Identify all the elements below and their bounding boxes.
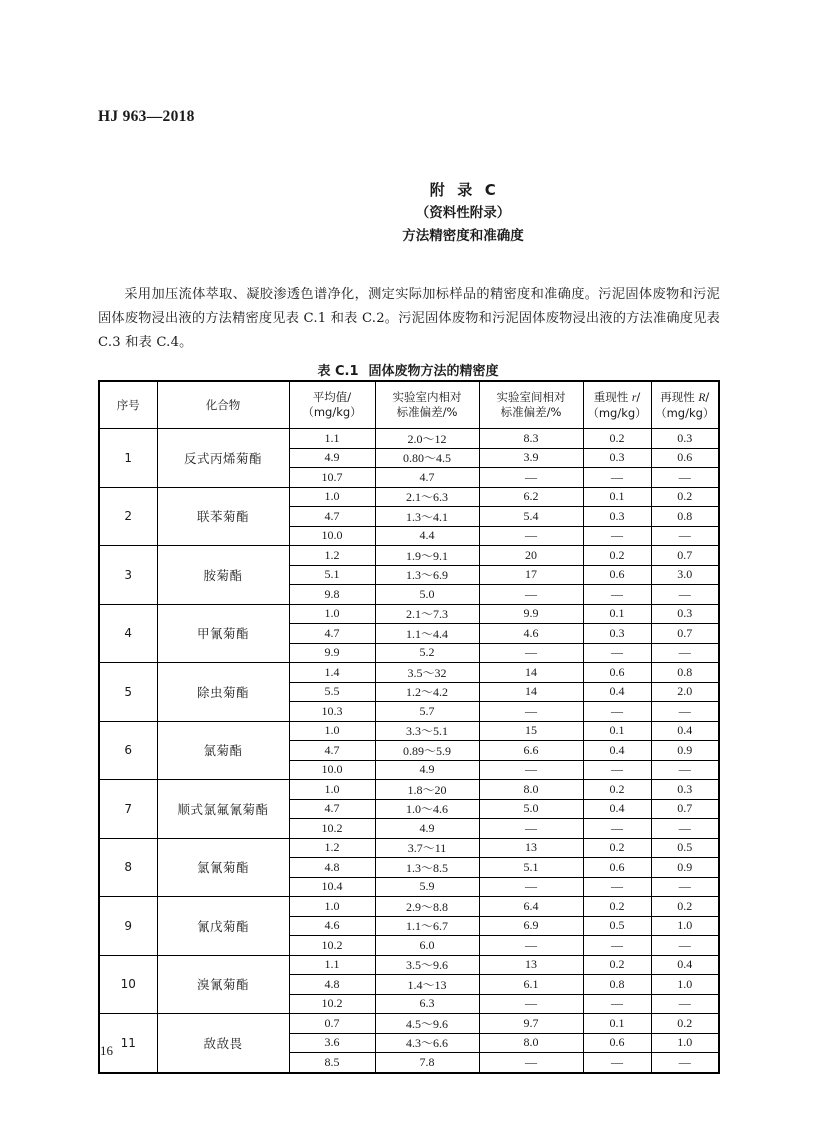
body-paragraph: 采用加压流体萃取、凝胶渗透色谱净化，测定实际加标样品的精密度和准确度。污泥固体废物和污泥固体废物浸出液的方法精密度见表 C.1 和表 C.2。污泥固体废物和污泥固体废物浸出液的方法准确度见表 C.3 和表 C.4。 <box>98 287 720 350</box>
cell-reproducibility: 0.5 <box>651 838 719 858</box>
symbol-R-italic: R <box>698 391 706 404</box>
cell-mean-value: 5.5 <box>289 682 375 702</box>
cell-compound-name: 反式丙烯菊酯 <box>157 429 289 488</box>
cell-inter-lab-rsd: 13 <box>479 838 583 858</box>
cell-mean-value: 3.6 <box>289 1033 375 1053</box>
cell-reproducibility: — <box>651 526 719 546</box>
cell-mean-value: 1.2 <box>289 546 375 566</box>
cell-inter-lab-rsd: — <box>479 468 583 488</box>
annex-title-mid: 录 <box>457 181 473 199</box>
cell-repeatability: 0.3 <box>583 448 651 468</box>
cell-repeatability: 0.6 <box>583 565 651 585</box>
cell-reproducibility: — <box>651 643 719 663</box>
cell-serial-number: 4 <box>99 604 157 663</box>
cell-inter-lab-rsd: — <box>479 760 583 780</box>
cell-inter-lab-rsd: 6.6 <box>479 741 583 761</box>
cell-repeatability: 0.6 <box>583 1033 651 1053</box>
table-row <box>99 838 719 858</box>
cell-reproducibility: — <box>651 877 719 897</box>
cell-repeatability: — <box>583 819 651 839</box>
cell-inter-lab-rsd: — <box>479 585 583 605</box>
cell-serial-number: 10 <box>99 955 157 1014</box>
cell-intra-lab-rsd: 1.3～8.5 <box>375 858 479 878</box>
cell-serial-number: 8 <box>99 838 157 897</box>
cell-mean-value: 4.7 <box>289 624 375 644</box>
cell-reproducibility: — <box>651 994 719 1014</box>
cell-repeatability: — <box>583 936 651 956</box>
cell-reproducibility: 1.0 <box>651 916 719 936</box>
cell-repeatability: 0.2 <box>583 838 651 858</box>
cell-mean-value: 1.0 <box>289 897 375 917</box>
cell-repeatability: — <box>583 585 651 605</box>
cell-repeatability: 0.2 <box>583 955 651 975</box>
cell-mean-value: 4.8 <box>289 858 375 878</box>
cell-intra-lab-rsd: 5.0 <box>375 585 479 605</box>
table-body <box>99 429 719 1073</box>
cell-intra-lab-rsd: 3.5～9.6 <box>375 955 479 975</box>
cell-inter-lab-rsd: — <box>479 819 583 839</box>
annex-title-letter: C <box>484 181 497 199</box>
cell-intra-lab-rsd: 0.80～4.5 <box>375 448 479 468</box>
cell-repeatability: 0.3 <box>583 507 651 527</box>
cell-inter-lab-rsd: 17 <box>479 565 583 585</box>
cell-mean-value: 1.0 <box>289 487 375 507</box>
cell-inter-lab-rsd: 14 <box>479 663 583 683</box>
cell-inter-lab-rsd: 6.2 <box>479 487 583 507</box>
cell-mean-value: 4.7 <box>289 741 375 761</box>
cell-inter-lab-rsd: 6.1 <box>479 975 583 995</box>
cell-repeatability: 0.5 <box>583 916 651 936</box>
cell-repeatability: 0.4 <box>583 799 651 819</box>
col-header-intra-rsd <box>375 381 479 429</box>
cell-repeatability: 0.2 <box>583 546 651 566</box>
cell-intra-lab-rsd: 6.3 <box>375 994 479 1014</box>
table-row <box>99 955 719 975</box>
annex-name: 方法精密度和准确度 <box>402 228 524 244</box>
cell-inter-lab-rsd: 8.0 <box>479 1033 583 1053</box>
cell-compound-name: 除虫菊酯 <box>157 663 289 722</box>
cell-repeatability: 0.4 <box>583 682 651 702</box>
cell-repeatability: 0.2 <box>583 780 651 800</box>
cell-repeatability: — <box>583 877 651 897</box>
col-header-inter-rsd <box>479 381 583 429</box>
cell-reproducibility: 0.8 <box>651 663 719 683</box>
col-header-mean-line2: （mg/kg） <box>302 405 362 419</box>
col-header-intra-line1: 实验室内相对 <box>392 390 462 404</box>
cell-mean-value: 5.1 <box>289 565 375 585</box>
cell-mean-value: 8.5 <box>289 1053 375 1073</box>
cell-serial-number: 9 <box>99 897 157 956</box>
cell-repeatability: 0.2 <box>583 897 651 917</box>
cell-inter-lab-rsd: 8.0 <box>479 780 583 800</box>
annex-subtitle: （资料性附录） <box>415 205 511 221</box>
cell-mean-value: 0.7 <box>289 1014 375 1034</box>
table-row <box>99 487 719 507</box>
cell-inter-lab-rsd: 3.9 <box>479 448 583 468</box>
cell-mean-value: 1.0 <box>289 780 375 800</box>
cell-repeatability: 0.3 <box>583 624 651 644</box>
cell-mean-value: 4.6 <box>289 916 375 936</box>
table-row <box>99 663 719 683</box>
cell-inter-lab-rsd: 13 <box>479 955 583 975</box>
standard-code-header: HJ 963—2018 <box>98 108 195 125</box>
cell-repeatability: — <box>583 468 651 488</box>
cell-reproducibility: 0.2 <box>651 897 719 917</box>
cell-inter-lab-rsd: — <box>479 994 583 1014</box>
cell-inter-lab-rsd: 5.0 <box>479 799 583 819</box>
cell-inter-lab-rsd: — <box>479 526 583 546</box>
annex-heading-block <box>0 178 816 248</box>
col-header-no: 序号 <box>99 381 157 429</box>
cell-serial-number: 11 <box>99 1014 157 1073</box>
cell-reproducibility: 0.4 <box>651 721 719 741</box>
cell-repeatability: — <box>583 760 651 780</box>
cell-inter-lab-rsd: — <box>479 702 583 722</box>
table-row <box>99 429 719 449</box>
cell-reproducibility: — <box>651 760 719 780</box>
cell-repeatability: — <box>583 702 651 722</box>
cell-mean-value: 1.1 <box>289 429 375 449</box>
cell-reproducibility: 1.0 <box>651 1033 719 1053</box>
table-caption-text: 固体废物方法的精密度 <box>368 364 499 379</box>
cell-compound-name: 溴氰菊酯 <box>157 955 289 1014</box>
cell-intra-lab-rsd: 7.8 <box>375 1053 479 1073</box>
cell-compound-name: 敌敌畏 <box>157 1014 289 1073</box>
cell-compound-name: 甲氰菊酯 <box>157 604 289 663</box>
cell-repeatability: 0.6 <box>583 858 651 878</box>
cell-intra-lab-rsd: 4.5～9.6 <box>375 1014 479 1034</box>
cell-intra-lab-rsd: 4.3～6.6 <box>375 1033 479 1053</box>
col-header-repeatability <box>583 381 651 429</box>
cell-intra-lab-rsd: 4.7 <box>375 468 479 488</box>
cell-intra-lab-rsd: 1.2～4.2 <box>375 682 479 702</box>
cell-inter-lab-rsd: — <box>479 936 583 956</box>
cell-repeatability: 0.1 <box>583 487 651 507</box>
table-row <box>99 897 719 917</box>
col-header-repeat-slash: / <box>636 389 641 404</box>
cell-mean-value: 10.7 <box>289 468 375 488</box>
cell-reproducibility: 0.2 <box>651 487 719 507</box>
cell-reproducibility: 3.0 <box>651 565 719 585</box>
cell-repeatability: — <box>583 526 651 546</box>
cell-compound-name: 顺式氯氟氰菊酯 <box>157 780 289 839</box>
cell-mean-value: 1.4 <box>289 663 375 683</box>
page-number: 16 <box>100 1043 113 1058</box>
annex-title-prefix: 附 <box>429 181 446 199</box>
cell-reproducibility: 2.0 <box>651 682 719 702</box>
cell-intra-lab-rsd: 1.8～20 <box>375 780 479 800</box>
cell-inter-lab-rsd: 6.9 <box>479 916 583 936</box>
cell-inter-lab-rsd: 8.3 <box>479 429 583 449</box>
cell-intra-lab-rsd: 3.5～32 <box>375 663 479 683</box>
col-header-compound: 化合物 <box>157 381 289 429</box>
cell-mean-value: 1.1 <box>289 955 375 975</box>
col-header-reprod-line2: （mg/kg） <box>655 405 715 420</box>
cell-mean-value: 9.8 <box>289 585 375 605</box>
cell-mean-value: 4.7 <box>289 799 375 819</box>
cell-reproducibility: 0.3 <box>651 780 719 800</box>
cell-repeatability: 0.1 <box>583 721 651 741</box>
col-header-repeat-line1 <box>584 390 651 406</box>
table-header-row <box>99 381 719 429</box>
table-head <box>99 381 719 429</box>
cell-repeatability: 0.4 <box>583 741 651 761</box>
table-caption <box>98 360 718 379</box>
col-header-reprod-text: 再现性 <box>660 389 699 404</box>
col-header-reproducibility <box>651 381 719 429</box>
cell-intra-lab-rsd: 2.0～12 <box>375 429 479 449</box>
cell-intra-lab-rsd: 1.4～13 <box>375 975 479 995</box>
cell-mean-value: 10.0 <box>289 760 375 780</box>
cell-reproducibility: 0.7 <box>651 546 719 566</box>
cell-serial-number: 5 <box>99 663 157 722</box>
cell-reproducibility: — <box>651 468 719 488</box>
annex-title <box>110 178 816 202</box>
col-header-inter-line1: 实验室间相对 <box>496 390 566 404</box>
cell-intra-lab-rsd: 4.4 <box>375 526 479 546</box>
cell-mean-value: 4.7 <box>289 507 375 527</box>
cell-inter-lab-rsd: 5.1 <box>479 858 583 878</box>
cell-inter-lab-rsd: 6.4 <box>479 897 583 917</box>
cell-mean-value: 10.2 <box>289 936 375 956</box>
cell-intra-lab-rsd: 5.9 <box>375 877 479 897</box>
cell-repeatability: 0.1 <box>583 604 651 624</box>
cell-serial-number: 3 <box>99 546 157 605</box>
cell-mean-value: 1.0 <box>289 721 375 741</box>
cell-intra-lab-rsd: 1.3～4.1 <box>375 507 479 527</box>
cell-mean-value: 4.8 <box>289 975 375 995</box>
cell-repeatability: 0.6 <box>583 663 651 683</box>
cell-intra-lab-rsd: 5.2 <box>375 643 479 663</box>
cell-reproducibility: 0.7 <box>651 624 719 644</box>
cell-serial-number: 7 <box>99 780 157 839</box>
cell-serial-number: 6 <box>99 721 157 780</box>
col-header-reprod-slash: / <box>705 389 710 404</box>
cell-intra-lab-rsd: 0.89～5.9 <box>375 741 479 761</box>
cell-compound-name: 联苯菊酯 <box>157 487 289 546</box>
col-header-mean <box>289 381 375 429</box>
precision-table <box>98 380 720 1074</box>
cell-intra-lab-rsd: 4.9 <box>375 819 479 839</box>
cell-repeatability: 0.2 <box>583 429 651 449</box>
cell-reproducibility: 0.7 <box>651 799 719 819</box>
cell-repeatability: — <box>583 994 651 1014</box>
cell-inter-lab-rsd: 14 <box>479 682 583 702</box>
cell-mean-value: 1.0 <box>289 604 375 624</box>
col-header-intra-line2: 标准偏差/% <box>396 405 458 419</box>
cell-reproducibility: 0.2 <box>651 1014 719 1034</box>
cell-inter-lab-rsd: 4.6 <box>479 624 583 644</box>
cell-intra-lab-rsd: 4.9 <box>375 760 479 780</box>
cell-intra-lab-rsd: 1.9～9.1 <box>375 546 479 566</box>
cell-inter-lab-rsd: — <box>479 643 583 663</box>
cell-intra-lab-rsd: 5.7 <box>375 702 479 722</box>
cell-intra-lab-rsd: 2.1～7.3 <box>375 604 479 624</box>
cell-mean-value: 10.0 <box>289 526 375 546</box>
cell-inter-lab-rsd: 9.9 <box>479 604 583 624</box>
cell-serial-number: 2 <box>99 487 157 546</box>
symbol-r-italic: r <box>631 391 637 404</box>
cell-intra-lab-rsd: 1.3～6.9 <box>375 565 479 585</box>
cell-repeatability: 0.1 <box>583 1014 651 1034</box>
cell-compound-name: 氯菊酯 <box>157 721 289 780</box>
cell-inter-lab-rsd: 5.4 <box>479 507 583 527</box>
cell-reproducibility: 0.3 <box>651 429 719 449</box>
cell-reproducibility: — <box>651 819 719 839</box>
cell-inter-lab-rsd: 15 <box>479 721 583 741</box>
cell-intra-lab-rsd: 1.1～4.4 <box>375 624 479 644</box>
cell-intra-lab-rsd: 1.1～6.7 <box>375 916 479 936</box>
cell-reproducibility: 0.9 <box>651 858 719 878</box>
cell-repeatability: — <box>583 643 651 663</box>
cell-reproducibility: 0.9 <box>651 741 719 761</box>
cell-mean-value: 1.2 <box>289 838 375 858</box>
cell-reproducibility: — <box>651 936 719 956</box>
cell-mean-value: 10.2 <box>289 994 375 1014</box>
cell-reproducibility: 0.6 <box>651 448 719 468</box>
table-row <box>99 1014 719 1034</box>
table-row <box>99 546 719 566</box>
cell-inter-lab-rsd: 20 <box>479 546 583 566</box>
precision-table-wrapper <box>98 380 718 1074</box>
cell-inter-lab-rsd: — <box>479 877 583 897</box>
cell-reproducibility: — <box>651 702 719 722</box>
cell-reproducibility: 0.8 <box>651 507 719 527</box>
cell-intra-lab-rsd: 3.7～11 <box>375 838 479 858</box>
cell-mean-value: 9.9 <box>289 643 375 663</box>
table-row <box>99 780 719 800</box>
table-caption-label: 表 C.1 <box>317 364 359 379</box>
cell-reproducibility: — <box>651 1053 719 1073</box>
cell-reproducibility: — <box>651 585 719 605</box>
table-row <box>99 604 719 624</box>
col-header-reprod-line1 <box>652 390 719 406</box>
cell-mean-value: 10.3 <box>289 702 375 722</box>
cell-mean-value: 4.9 <box>289 448 375 468</box>
cell-inter-lab-rsd: 9.7 <box>479 1014 583 1034</box>
cell-intra-lab-rsd: 3.3～5.1 <box>375 721 479 741</box>
cell-reproducibility: 0.4 <box>651 955 719 975</box>
cell-repeatability: 0.8 <box>583 975 651 995</box>
cell-reproducibility: 1.0 <box>651 975 719 995</box>
cell-mean-value: 10.2 <box>289 819 375 839</box>
cell-reproducibility: 0.3 <box>651 604 719 624</box>
cell-repeatability: — <box>583 1053 651 1073</box>
col-header-repeat-text: 重现性 <box>593 389 632 404</box>
table-row <box>99 721 719 741</box>
cell-compound-name: 氰戊菊酯 <box>157 897 289 956</box>
cell-intra-lab-rsd: 6.0 <box>375 936 479 956</box>
col-header-mean-line1: 平均值/ <box>312 390 352 404</box>
cell-serial-number: 1 <box>99 429 157 488</box>
cell-compound-name: 胺菊酯 <box>157 546 289 605</box>
col-header-repeat-line2: （mg/kg） <box>587 405 647 420</box>
cell-intra-lab-rsd: 1.0～4.6 <box>375 799 479 819</box>
col-header-inter-line2: 标准偏差/% <box>500 405 562 419</box>
cell-mean-value: 10.4 <box>289 877 375 897</box>
cell-inter-lab-rsd: — <box>479 1053 583 1073</box>
cell-compound-name: 氯氰菊酯 <box>157 838 289 897</box>
cell-intra-lab-rsd: 2.1～6.3 <box>375 487 479 507</box>
cell-intra-lab-rsd: 2.9～8.8 <box>375 897 479 917</box>
